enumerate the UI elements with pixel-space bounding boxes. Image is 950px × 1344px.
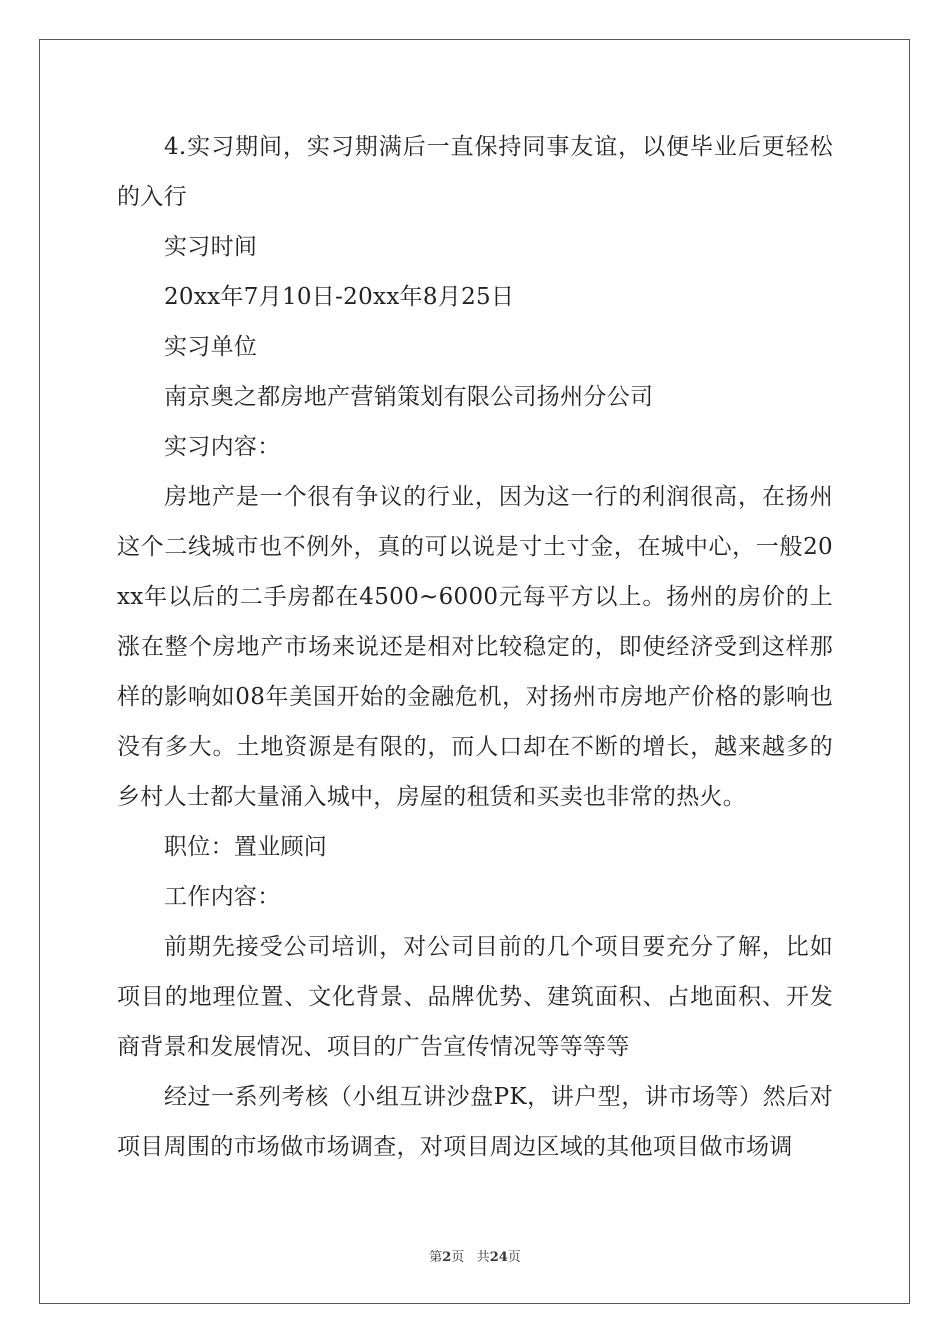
page-suffix: 页 [451,1250,465,1265]
internship-dates: 20xx年7月10日-20xx年8月25日 [164,284,515,310]
document-body [117,122,833,1172]
total-suffix: 页 [507,1250,521,1265]
paragraph-keep-friendship: 4.实习期间，实习期满后一直保持同事友谊，以便毕业后更轻松的入行 [117,134,833,210]
page-number: 2 [442,1250,452,1265]
heading-internship-time: 实习时间 [164,234,258,260]
paragraph-real-estate: 房地产是一个很有争议的行业，因为这一行的利润很高，在扬州这个二线城市也不例外，真的可以说是寸土寸金，在城中心，一般20xx年以后的二手房都在4500~6000元每平方以上。扬州的房价的上涨在整个房地产市场来说还是相对比较稳定的，即使经济受到这样那样的影响如08年美国开始的金融危机，对扬州市房地产价格的影响也没有多大。土地资源是有限的，而人口却在不断的增长，越来越多的乡村人士都大量涌入城中，房屋的租赁和买卖也非常的热火。 [117,484,833,810]
total-prefix: 共 [476,1250,490,1265]
heading-internship-unit: 实习单位 [164,334,258,360]
position-line: 职位：置业顾问 [164,834,328,860]
page-footer [0,1246,950,1265]
paragraph-assessment: 经过一系列考核（小组互讲沙盘PK，讲户型，讲市场等）然后对项目周围的市场做市场调查，对项目周边区域的其他项目做市场调 [117,1084,833,1160]
paragraph-training: 前期先接受公司培训，对公司目前的几个项目要充分了解，比如项目的地理位置、文化背景、品牌优势、建筑面积、占地面积、开发商背景和发展情况、项目的广告宣传情况等等等等 [117,934,833,1060]
heading-work-content: 工作内容： [164,884,281,910]
total-pages: 24 [489,1250,508,1265]
heading-internship-content: 实习内容： [164,434,281,460]
page-prefix: 第 [429,1250,443,1265]
internship-company: 南京奥之都房地产营销策划有限公司扬州分公司 [164,384,654,410]
